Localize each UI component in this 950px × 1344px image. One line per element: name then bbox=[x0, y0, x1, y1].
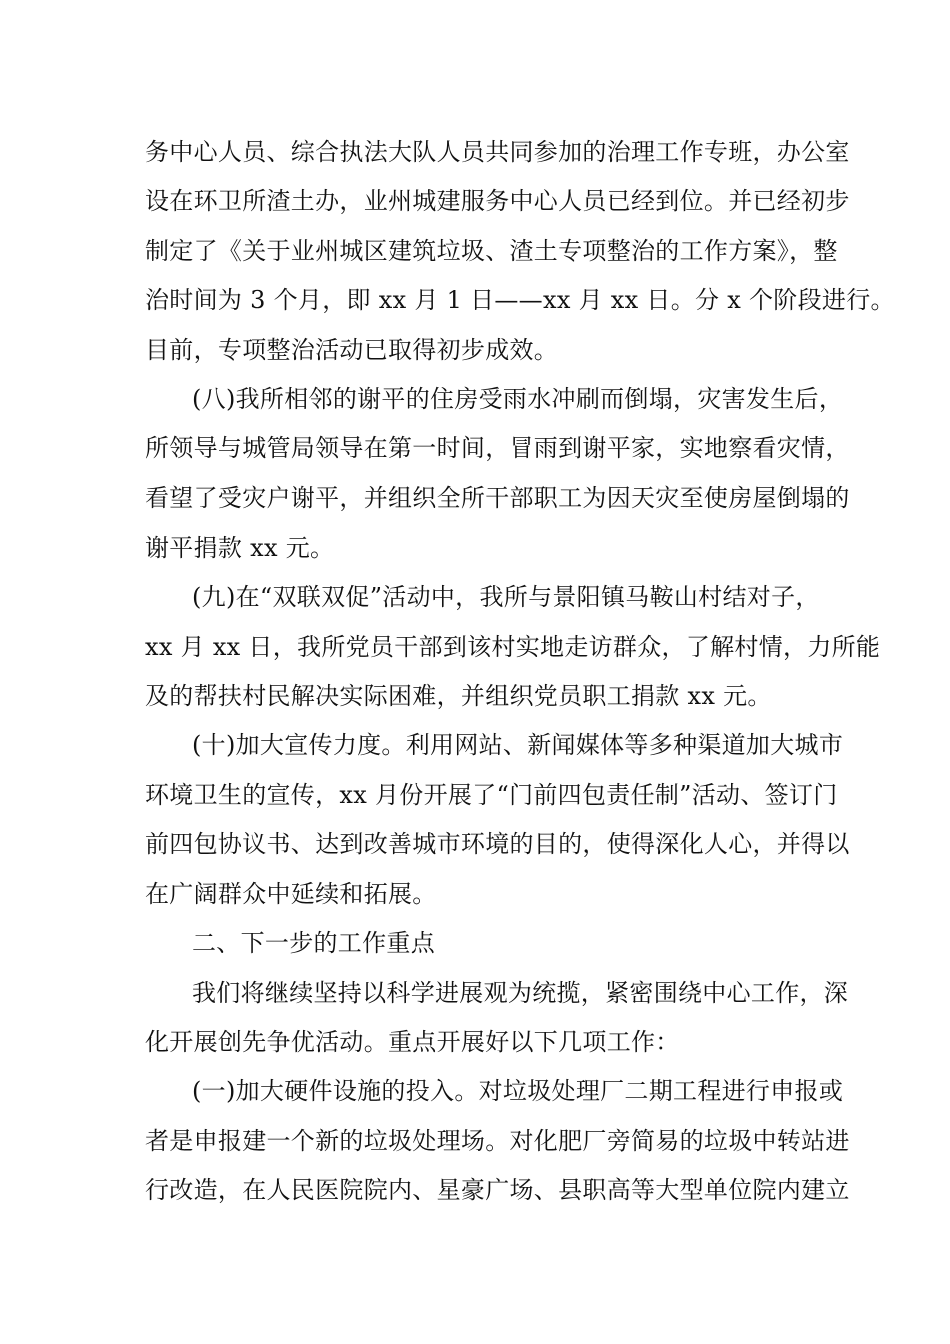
section-heading: 二、下一步的工作重点 bbox=[192, 929, 435, 957]
text-line: 看望了受灾户谢平，并组织全所干部职工为因天灾至使房屋倒塌的 bbox=[145, 484, 850, 512]
text-line: 化开展创先争优活动。重点开展好以下几项工作： bbox=[145, 1028, 680, 1056]
text-line: 谢平捐款 xx 元。 bbox=[145, 534, 335, 562]
text-line: 制定了《关于业州城区建筑垃圾、渣土专项整治的工作方案》，整 bbox=[145, 237, 838, 265]
text-line: 前四包协议书、达到改善城市环境的目的，使得深化人心，并得以 bbox=[145, 830, 850, 858]
text-line: xx 月 xx 日，我所党员干部到该村实地走访群众，了解村情，力所能 bbox=[145, 633, 881, 661]
paragraph-start-line: (十)加大宣传力度。利用网站、新闻媒体等多种渠道加大城市 bbox=[192, 731, 844, 759]
paragraph-start-line: (九)在“双联双促”活动中，我所与景阳镇马鞍山村结对子， bbox=[192, 583, 820, 611]
text-line: 行改造，在人民医院院内、星豪广场、县职高等大型单位院内建立 bbox=[145, 1176, 850, 1204]
text-line: 务中心人员、综合执法大队人员共同参加的治理工作专班，办公室 bbox=[145, 138, 850, 166]
text-line: 者是申报建一个新的垃圾处理场。对化肥厂旁简易的垃圾中转站进 bbox=[145, 1127, 850, 1155]
text-line: 所领导与城管局领导在第一时间，冒雨到谢平家，实地察看灾情， bbox=[145, 434, 850, 462]
paragraph-start-line: (一)加大硬件设施的投入。对垃圾处理厂二期工程进行申报或 bbox=[192, 1077, 844, 1105]
text-line: 及的帮扶村民解决实际困难，并组织党员职工捐款 xx 元。 bbox=[145, 682, 772, 710]
text-line: 治时间为 3 个月，即 xx 月 1 日——xx 月 xx 日。分 x 个阶段进行。 bbox=[145, 286, 895, 314]
paragraph-start-line: (八)我所相邻的谢平的住房受雨水冲刷而倒塌，灾害发生后， bbox=[192, 385, 844, 413]
text-line: 在广阔群众中延续和拓展。 bbox=[145, 880, 437, 908]
text-line: 环境卫生的宣传，xx 月份开展了“门前四包责任制”活动、签订门 bbox=[145, 781, 838, 809]
text-line: 目前，专项整治活动已取得初步成效。 bbox=[145, 336, 559, 364]
text-line: 设在环卫所渣土办，业州城建服务中心人员已经到位。并已经初步 bbox=[145, 187, 850, 215]
paragraph-start-line: 我们将继续坚持以科学进展观为统揽，紧密围绕中心工作，深 bbox=[192, 979, 849, 1007]
